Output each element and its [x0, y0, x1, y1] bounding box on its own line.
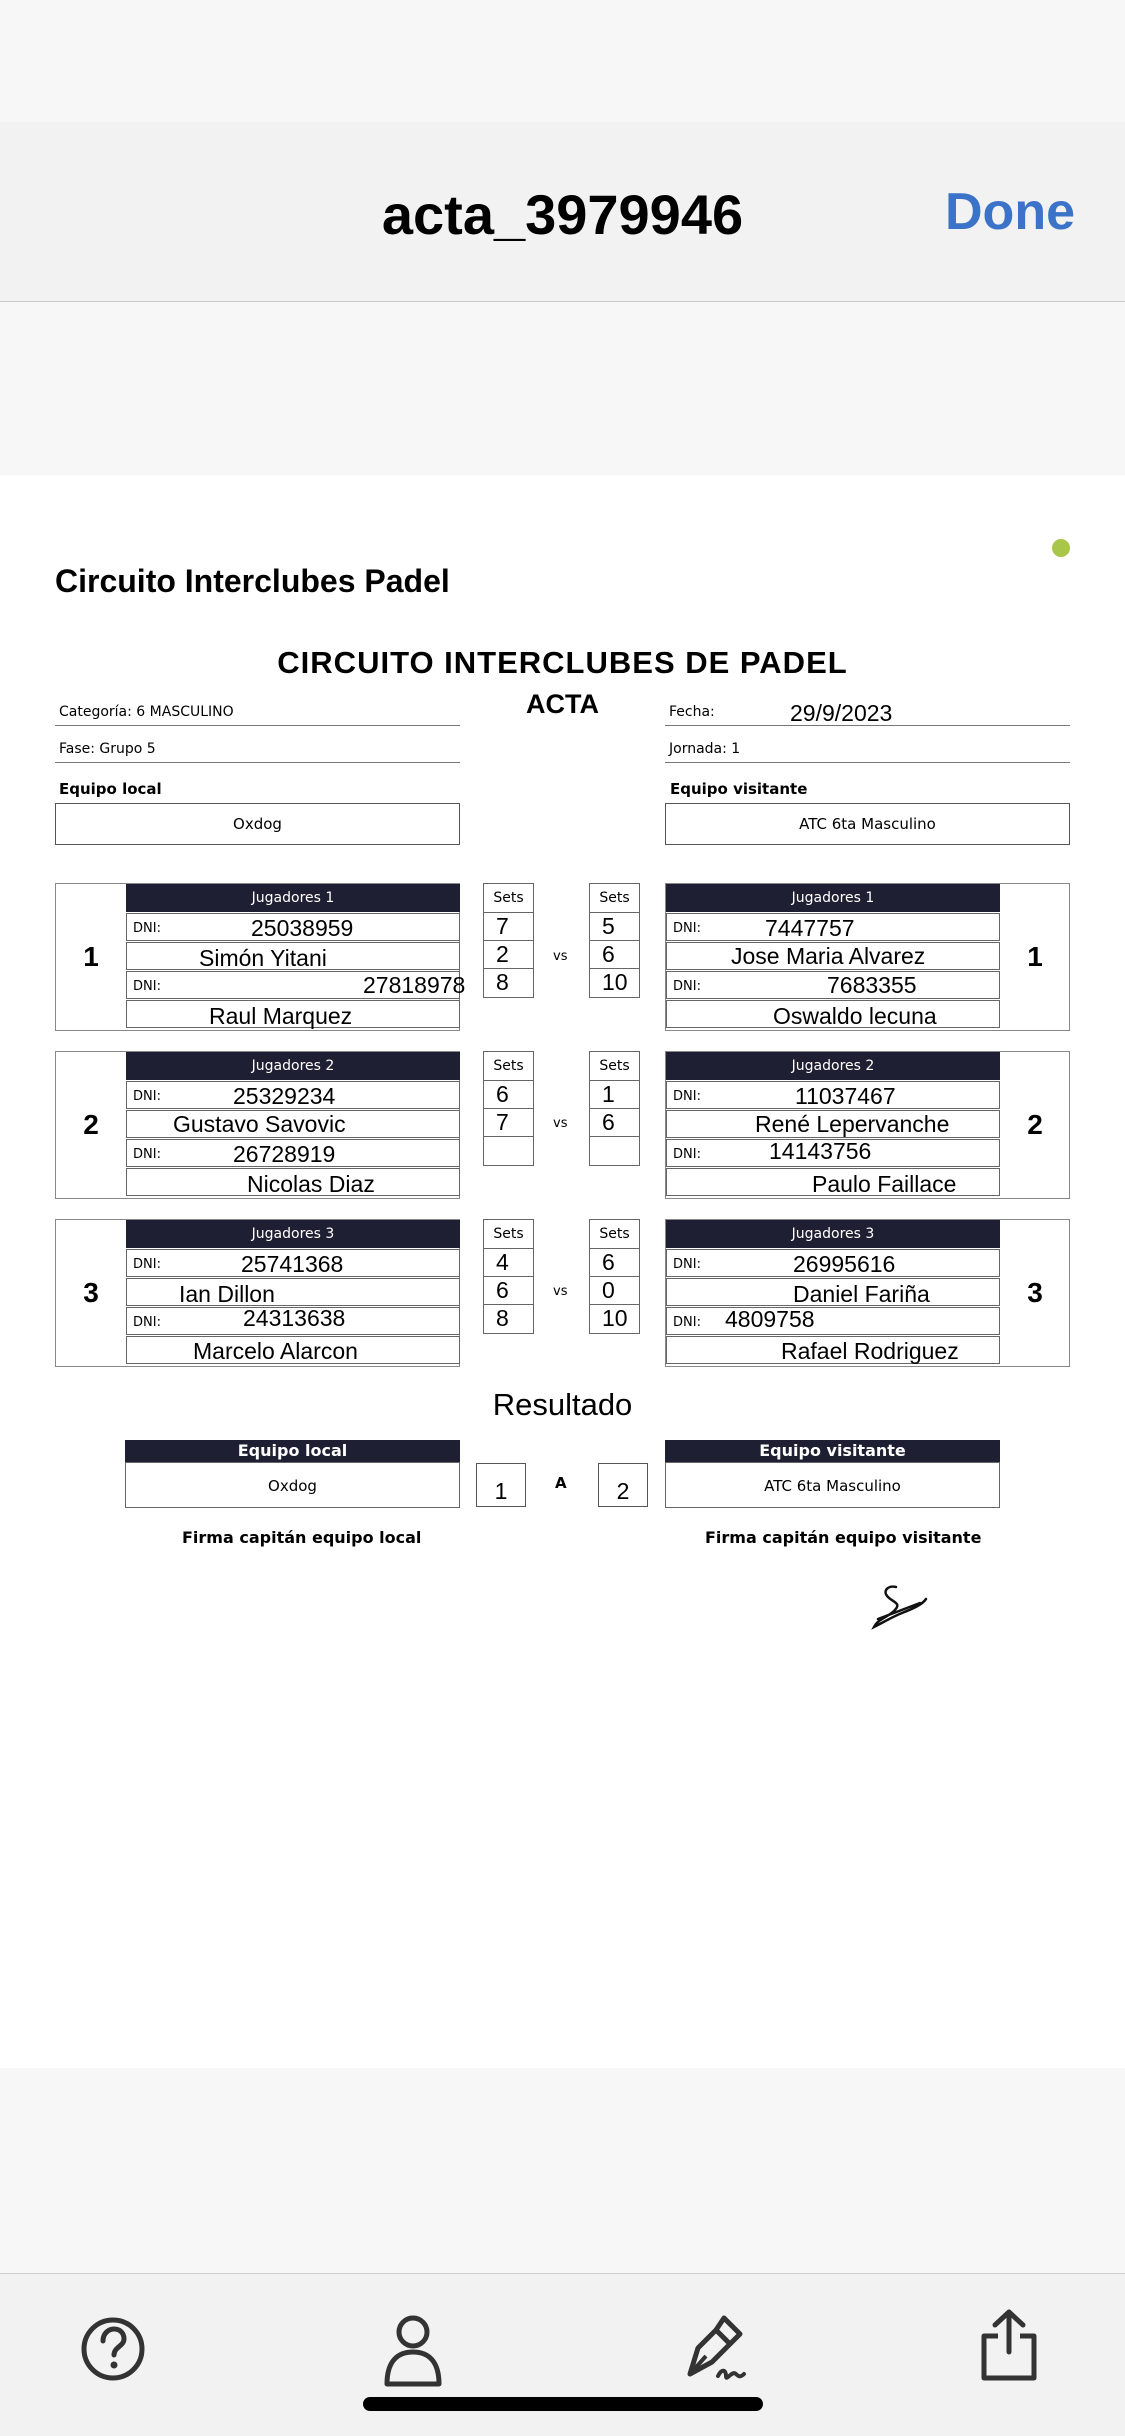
pair-header: Jugadores 2: [126, 1052, 460, 1080]
dni-label: DNI:: [673, 921, 701, 936]
result-visitor-team: ATC 6ta Masculino: [665, 1462, 1000, 1508]
set-score: 6: [484, 1081, 533, 1109]
vs-label: vs: [553, 1116, 568, 1131]
fecha-value: 29/9/2023: [790, 700, 893, 726]
dni-row: [666, 971, 1000, 999]
fase-field: [55, 735, 460, 763]
sets-header: Sets: [484, 884, 533, 913]
player-name: Gustavo Savovic: [173, 1111, 346, 1137]
set-score: 2: [484, 941, 533, 969]
player-name: René Lepervanche: [755, 1111, 950, 1137]
sets-header: Sets: [590, 884, 639, 913]
set-score: [590, 1137, 639, 1165]
visitor-sets-box: [589, 883, 640, 998]
dni-label: DNI:: [133, 921, 161, 936]
set-score: 7: [484, 1109, 533, 1137]
bottom-toolbar: [0, 2273, 1125, 2436]
pair-number: 1: [1027, 941, 1043, 972]
equipo-local-label: Equipo local: [59, 780, 162, 798]
set-score: 0: [590, 1277, 639, 1305]
result-local-team: Oxdog: [125, 1462, 460, 1508]
set-score: 5: [590, 913, 639, 941]
done-button[interactable]: Done: [945, 183, 1075, 241]
dni-value: 11037467: [795, 1083, 896, 1109]
result-visitor-header: Equipo visitante: [665, 1440, 1000, 1462]
player-row: [666, 1110, 1000, 1138]
dni-value: 7683355: [827, 972, 917, 998]
player-row: [126, 1110, 460, 1138]
dni-row: [666, 913, 1000, 941]
fecha-field: [665, 698, 1070, 726]
dni-value: 7447757: [765, 915, 855, 941]
dni-row: [666, 1307, 1000, 1335]
player-row: [666, 1000, 1000, 1028]
equipo-visitante-box: ATC 6ta Masculino: [665, 803, 1070, 845]
share-icon[interactable]: [980, 2308, 1038, 2382]
dni-value: 24313638: [243, 1305, 346, 1331]
player-name: Marcelo Alarcon: [193, 1338, 358, 1364]
player-name: Rafael Rodriguez: [781, 1338, 959, 1364]
dni-label: DNI:: [673, 1315, 701, 1330]
player-row: [126, 1168, 460, 1196]
signature-icon: [868, 1583, 928, 1633]
player-name: Nicolas Diaz: [247, 1171, 375, 1197]
set-score: 10: [602, 969, 628, 995]
vs-label: vs: [553, 949, 568, 964]
dni-label: DNI:: [133, 979, 161, 994]
acta-label: ACTA: [526, 689, 599, 719]
local-sets-box: [483, 1051, 534, 1166]
tennis-ball-logo-icon: [1052, 539, 1070, 557]
firma-local-label: Firma capitán equipo local: [182, 1528, 422, 1547]
local-pair-block: [55, 1219, 460, 1367]
pair-number: 2: [83, 1109, 99, 1140]
versus-a-label: A: [555, 1474, 567, 1492]
document-page[interactable]: [0, 475, 1125, 2068]
firma-visitante-label: Firma capitán equipo visitante: [705, 1528, 982, 1547]
player-row: [126, 942, 460, 970]
visitor-pair-block: [665, 1219, 1070, 1367]
set-score: 7: [484, 913, 533, 941]
player-row: [666, 1278, 1000, 1306]
visitor-sets-box: [589, 1219, 640, 1334]
set-score: 6: [590, 1249, 639, 1277]
set-score: 6: [590, 941, 639, 969]
player-name: Simón Yitani: [199, 945, 327, 971]
dni-label: DNI:: [673, 979, 701, 994]
dni-row: [126, 1081, 460, 1109]
pair-number: 2: [1027, 1109, 1043, 1140]
player-row: [126, 1000, 460, 1028]
dni-row: [126, 1307, 460, 1335]
vs-label: vs: [553, 1284, 568, 1299]
resultado-title: Resultado: [492, 1387, 633, 1422]
visitor-sets-box: [589, 1051, 640, 1166]
sets-header: Sets: [484, 1220, 533, 1249]
dni-row: [126, 971, 466, 999]
player-name: Raul Marquez: [209, 1003, 353, 1029]
dni-label: DNI:: [133, 1257, 161, 1272]
dni-row: [126, 1249, 460, 1277]
pair-header: Jugadores 3: [126, 1220, 460, 1248]
player-name: Oswaldo lecuna: [773, 1003, 937, 1029]
person-icon[interactable]: [382, 2314, 444, 2388]
dni-value: 4809758: [725, 1306, 815, 1332]
pair-header: Jugadores 1: [126, 884, 460, 912]
player-name: Paulo Faillace: [812, 1171, 957, 1197]
dni-label: DNI:: [673, 1089, 701, 1104]
pair-header: Jugadores 3: [666, 1220, 1000, 1248]
dni-row: [666, 1139, 1000, 1167]
result-visitor-block: [665, 1440, 1000, 1508]
local-score: 1: [476, 1463, 526, 1507]
jornada-field: [665, 735, 1070, 763]
dni-label: DNI:: [673, 1257, 701, 1272]
pair-header: Jugadores 1: [666, 884, 1000, 912]
player-row: [666, 1336, 1000, 1364]
fecha-label: Fecha:: [669, 704, 715, 720]
set-score: 6: [590, 1109, 639, 1137]
dni-value: 27818978: [363, 972, 466, 998]
player-name: Daniel Fariña: [793, 1281, 930, 1307]
sets-header: Sets: [590, 1220, 639, 1249]
equipo-local-box: Oxdog: [55, 803, 460, 845]
jornada-text: Jornada: 1: [669, 741, 741, 757]
player-row: [126, 1336, 460, 1364]
help-icon[interactable]: [80, 2316, 146, 2382]
dni-value: 25741368: [241, 1251, 344, 1277]
pair-number: 3: [83, 1277, 99, 1308]
categoria-text: Categoría: 6 MASCULINO: [59, 704, 234, 720]
doc-header-title: Circuito Interclubes Padel: [55, 563, 450, 599]
result-local-block: [125, 1440, 460, 1508]
dni-value: 26995616: [793, 1251, 896, 1277]
local-pair-block: [55, 1051, 460, 1199]
pair-number: 3: [1027, 1277, 1043, 1308]
pair-header: Jugadores 2: [666, 1052, 1000, 1080]
markup-pen-icon[interactable]: [676, 2312, 748, 2384]
dni-value: 25329234: [233, 1083, 336, 1109]
set-score: [484, 1137, 533, 1165]
fase-text: Fase: Grupo 5: [59, 741, 156, 757]
player-row: [666, 942, 1000, 970]
home-indicator[interactable]: [363, 2397, 763, 2411]
dni-label: DNI:: [133, 1315, 161, 1330]
player-name: Jose Maria Alvarez: [731, 943, 926, 969]
pair-number: 1: [83, 941, 99, 972]
dni-row: [666, 1249, 1000, 1277]
set-score: 1: [590, 1081, 639, 1109]
dni-value: 14143756: [769, 1138, 872, 1164]
dni-label: DNI:: [673, 1147, 701, 1162]
player-name: Ian Dillon: [179, 1281, 275, 1307]
visitor-score: 2: [598, 1463, 648, 1507]
dni-value: 26728919: [233, 1141, 336, 1167]
dni-label: DNI:: [133, 1089, 161, 1104]
document-title: acta_3979946: [381, 183, 744, 246]
set-score: 8: [496, 969, 509, 995]
result-local-header: Equipo local: [125, 1440, 460, 1462]
set-score: 10: [602, 1305, 628, 1331]
sets-header: Sets: [484, 1052, 533, 1081]
navigation-bar: [0, 122, 1125, 302]
local-pair-block: [55, 883, 466, 1031]
visitor-pair-block: [665, 1051, 1070, 1199]
dni-label: DNI:: [133, 1147, 161, 1162]
acta-main-title: CIRCUITO INTERCLUBES DE PADEL: [277, 645, 848, 680]
visitor-pair-block: [665, 883, 1070, 1031]
dni-row: [126, 913, 460, 941]
local-sets-box: [483, 883, 534, 998]
set-score: 6: [484, 1277, 533, 1305]
sets-header: Sets: [590, 1052, 639, 1081]
player-row: [126, 1278, 460, 1306]
set-score: 8: [496, 1305, 509, 1331]
equipo-visitante-label: Equipo visitante: [670, 780, 808, 798]
local-sets-box: [483, 1219, 534, 1334]
dni-value: 25038959: [251, 915, 354, 941]
set-score: 4: [484, 1249, 533, 1277]
player-row: [666, 1168, 1000, 1196]
dni-row: [126, 1139, 460, 1167]
categoria-field: [55, 698, 460, 726]
dni-row: [666, 1081, 1000, 1109]
